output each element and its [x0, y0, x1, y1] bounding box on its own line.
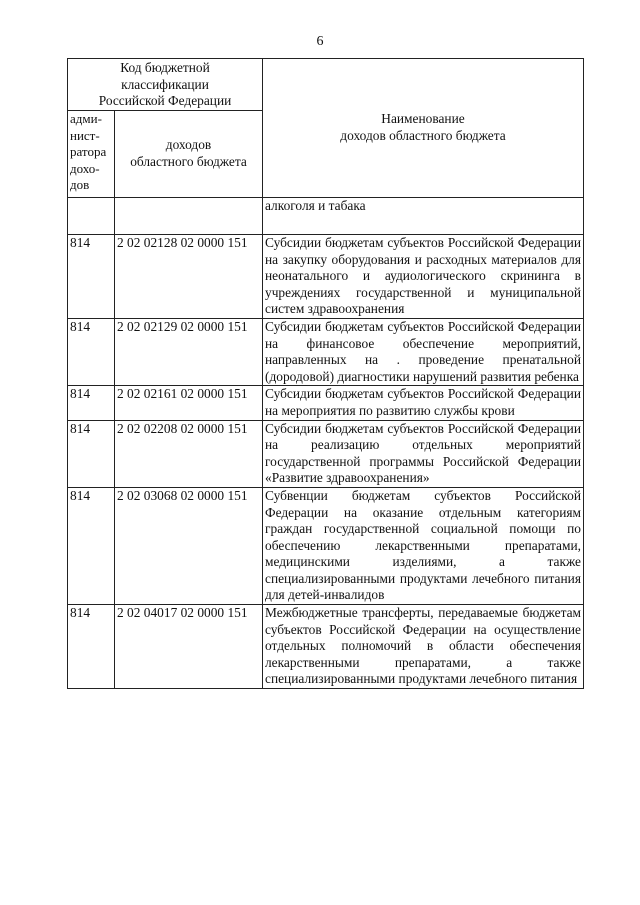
administrator-code-cell: 814: [68, 487, 115, 604]
empty-cell: [115, 198, 263, 235]
administrator-header-line: адми-: [70, 111, 102, 126]
revenue-name-header-line: доходов областного бюджета: [340, 128, 506, 143]
revenue-name-cell: Субсидии бюджетам субъектов Российской Федерации на финансовое обеспечение мероприятий, направленных на . проведение пренатальной (дородовой) диагностики нарушений развития ребенка: [263, 318, 584, 385]
administrator-header: [68, 111, 115, 198]
administrator-header-line: нист-: [70, 127, 100, 143]
budget-revenue-table: [67, 58, 584, 689]
income-code-cell: 2 02 02208 02 0000 151: [115, 420, 263, 487]
table-row: [68, 235, 584, 319]
table-row: [68, 420, 584, 487]
budget-code-header-line: Российской Федерации: [98, 93, 232, 109]
revenue-name-cell: Субсидии бюджетам субъектов Российской Федерации на закупку оборудования и расходных материалов для неонатального и аудиологического скрининга в учреждениях государственной и муниципальной систем здравоохранения: [263, 235, 584, 319]
income-code-cell: 2 02 03068 02 0000 151: [115, 487, 263, 604]
administrator-code-cell: 814: [68, 420, 115, 487]
income-code-cell: 2 02 04017 02 0000 151: [115, 605, 263, 689]
table-row: [68, 605, 584, 689]
budget-code-header-line: Код бюджетной: [120, 60, 210, 75]
administrator-header-line: ратора: [70, 144, 107, 159]
income-code-header-line: доходов: [165, 137, 212, 153]
income-code-cell: 2 02 02129 02 0000 151: [115, 318, 263, 385]
revenue-name-cell: Субсидии бюджетам субъектов Российской Федерации на мероприятия по развитию службы крови: [263, 386, 584, 420]
administrator-code-cell: 814: [68, 386, 115, 420]
budget-code-header-line: классификации: [121, 76, 209, 92]
revenue-name-cell: Межбюджетные трансферты, передаваемые бюджетам субъектов Российской Федерации на осуществление отдельных полномочий в области обеспечения лекарственными препаратами, а также специализированными продуктами лечебного питания: [263, 605, 584, 689]
table-header-row-1: [68, 59, 584, 111]
revenue-name-cell: Субвенции бюджетам субъектов Российской Федерации на оказание отдельным категориям граждан государственной социальной помощи по обеспечению лекарственными препаратами, медицинскими изделиями, а также специализированными продуктами лечебного питания для детей-инвалидов: [263, 487, 584, 604]
income-code-header-line: областного бюджета: [130, 154, 247, 169]
income-code-cell: 2 02 02161 02 0000 151: [115, 386, 263, 420]
table-row: [68, 318, 584, 385]
empty-cell: [68, 198, 115, 235]
administrator-header-line: дов: [70, 177, 90, 192]
table-body: [68, 235, 584, 689]
table-row: [68, 487, 584, 604]
administrator-code-cell: 814: [68, 318, 115, 385]
administrator-code-cell: 814: [68, 605, 115, 689]
income-code-cell: 2 02 02128 02 0000 151: [115, 235, 263, 319]
continuation-row: [68, 198, 584, 235]
table-row: [68, 386, 584, 420]
revenue-name-header: [263, 59, 584, 198]
revenue-name-cell: Субсидии бюджетам субъектов Российской Федерации на реализацию отдельных мероприятий государственной программы Российской Федерации «Развитие здравоохранения»: [263, 420, 584, 487]
administrator-header-line: дохо-: [70, 160, 100, 176]
administrator-code-cell: 814: [68, 235, 115, 319]
continuation-text: алкоголя и табака: [263, 198, 584, 235]
page-number: 6: [316, 34, 324, 49]
budget-code-header: [68, 59, 263, 111]
revenue-name-header-line: Наименование: [381, 111, 465, 127]
income-code-header: [115, 111, 263, 198]
